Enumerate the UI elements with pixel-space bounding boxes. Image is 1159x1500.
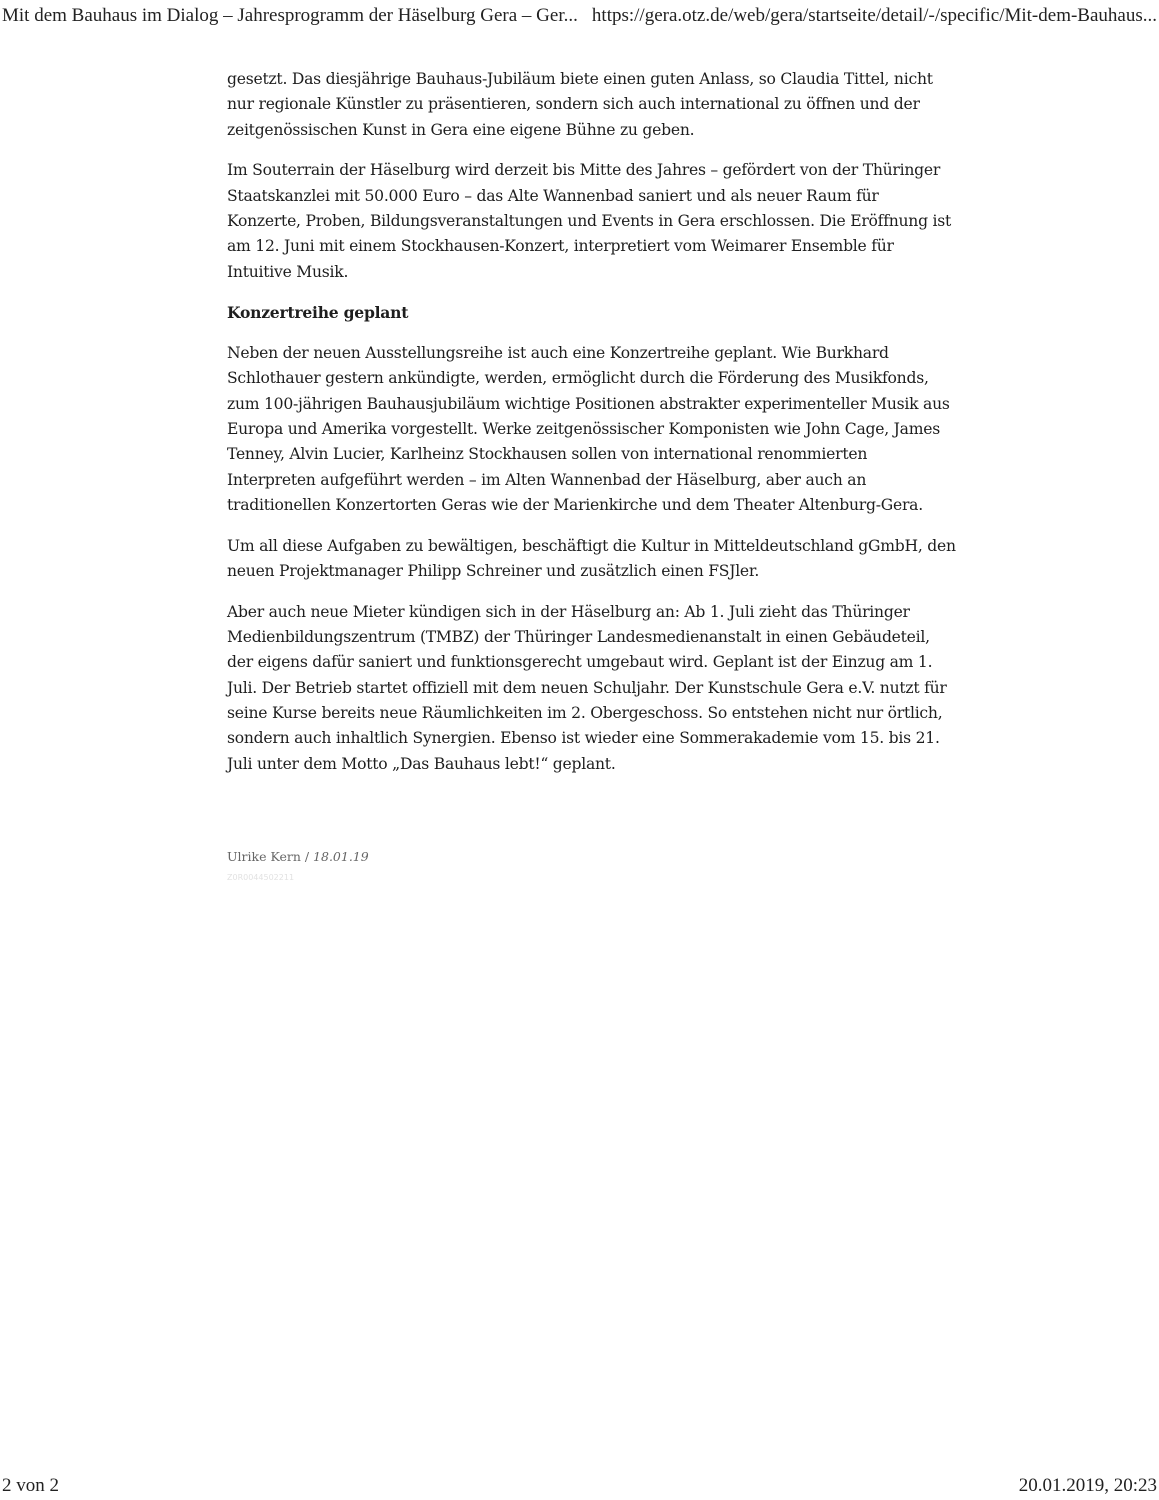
byline-date: 18.01.19 (313, 849, 369, 864)
article-byline (227, 849, 369, 864)
page-number: 2 von 2 (2, 1475, 59, 1496)
article-paragraph: Im Souterrain der Häselburg wird derzeit bis Mitte des Jahres – gefördert von der Thüringer Staatskanzlei mit 50.000 Euro – das Alte Wannenbad saniert und als neuer Raum für Konzerte, Proben, Bildungsveranstaltungen und Events in Gera erschlossen. Die Eröffnung ist am 12. Juni mit einem Stockhausen-Konzert, interpretiert vom Weimarer Ensemble für Intuitive Musik. (227, 161, 952, 281)
byline-author: Ulrike Kern / (227, 849, 310, 864)
article-paragraph: gesetzt. Das diesjährige Bauhaus-Jubiläum biete einen guten Anlass, so Claudia Tittel, nicht nur regionale Künstler zu präsentieren, sondern sich auch international zu öffnen und der zeitgenössischen Kunst in Gera eine eigene Bühne zu geben. (227, 70, 933, 139)
article-body (227, 67, 957, 792)
page-title: Mit dem Bauhaus im Dialog – Jahresprogramm der Häselburg Gera – Ger... (2, 5, 578, 26)
article-subheading: Konzertreihe geplant (227, 303, 409, 323)
article-paragraph: Neben der neuen Ausstellungsreihe ist auch eine Konzertreihe geplant. Wie Burkhard Schlothauer gestern ankündigte, werden, ermöglicht durch die Förderung des Musikfonds, zum 100-jährigen Bauhausjubiläum wichtige Positionen abstrakter experimenteller Musik aus Europa und Amerika vorgestellt. Werke zeitgenössischer Komponisten wie John Cage, James Tenney, Alvin Lucier, Karlheinz Stockhausen sollen von international renommierten Interpreten aufgeführt werden – im Alten Wannenbad der Häselburg, aber auch an traditionellen Konzertorten Geras wie der Marienkirche und dem Theater Altenburg-Gera. (227, 344, 950, 514)
article-paragraph: Aber auch neue Mieter kündigen sich in der Häselburg an: Ab 1. Juli zieht das Thüringer Medienbildungszentrum (TMBZ) der Thüringer Landesmedienanstalt in einen Gebäudeteil, der eigens dafür saniert und funktionsgerecht umgebaut wird. Geplant ist der Einzug am 1. Juli. Der Betrieb startet offiziell mit dem neuen Schuljahr. Der Kunstschule Gera e.V. nutzt für seine Kurse bereits neue Räumlichkeiten im 2. Obergeschoss. So entstehen nicht nur örtlich, sondern auch inhaltlich Synergien. Ebenso ist wieder eine Sommerakademie vom 15. bis 21. Juli unter dem Motto „Das Bauhaus lebt!“ geplant. (227, 602, 947, 773)
print-timestamp: 20.01.2019, 20:23 (1018, 1475, 1157, 1496)
page-url: https://gera.otz.de/web/gera/startseite/detail/-/specific/Mit-dem-Bauhaus... (591, 5, 1157, 26)
article-id: Z0R0044502211 (227, 873, 295, 882)
article-paragraph: Um all diese Aufgaben zu bewältigen, beschäftigt die Kultur in Mitteldeutschland gGmbH, den neuen Projektmanager Philipp Schreiner und zusätzlich einen FSJler. (227, 536, 956, 581)
print-header (0, 0, 1159, 34)
print-footer (0, 1470, 1159, 1500)
